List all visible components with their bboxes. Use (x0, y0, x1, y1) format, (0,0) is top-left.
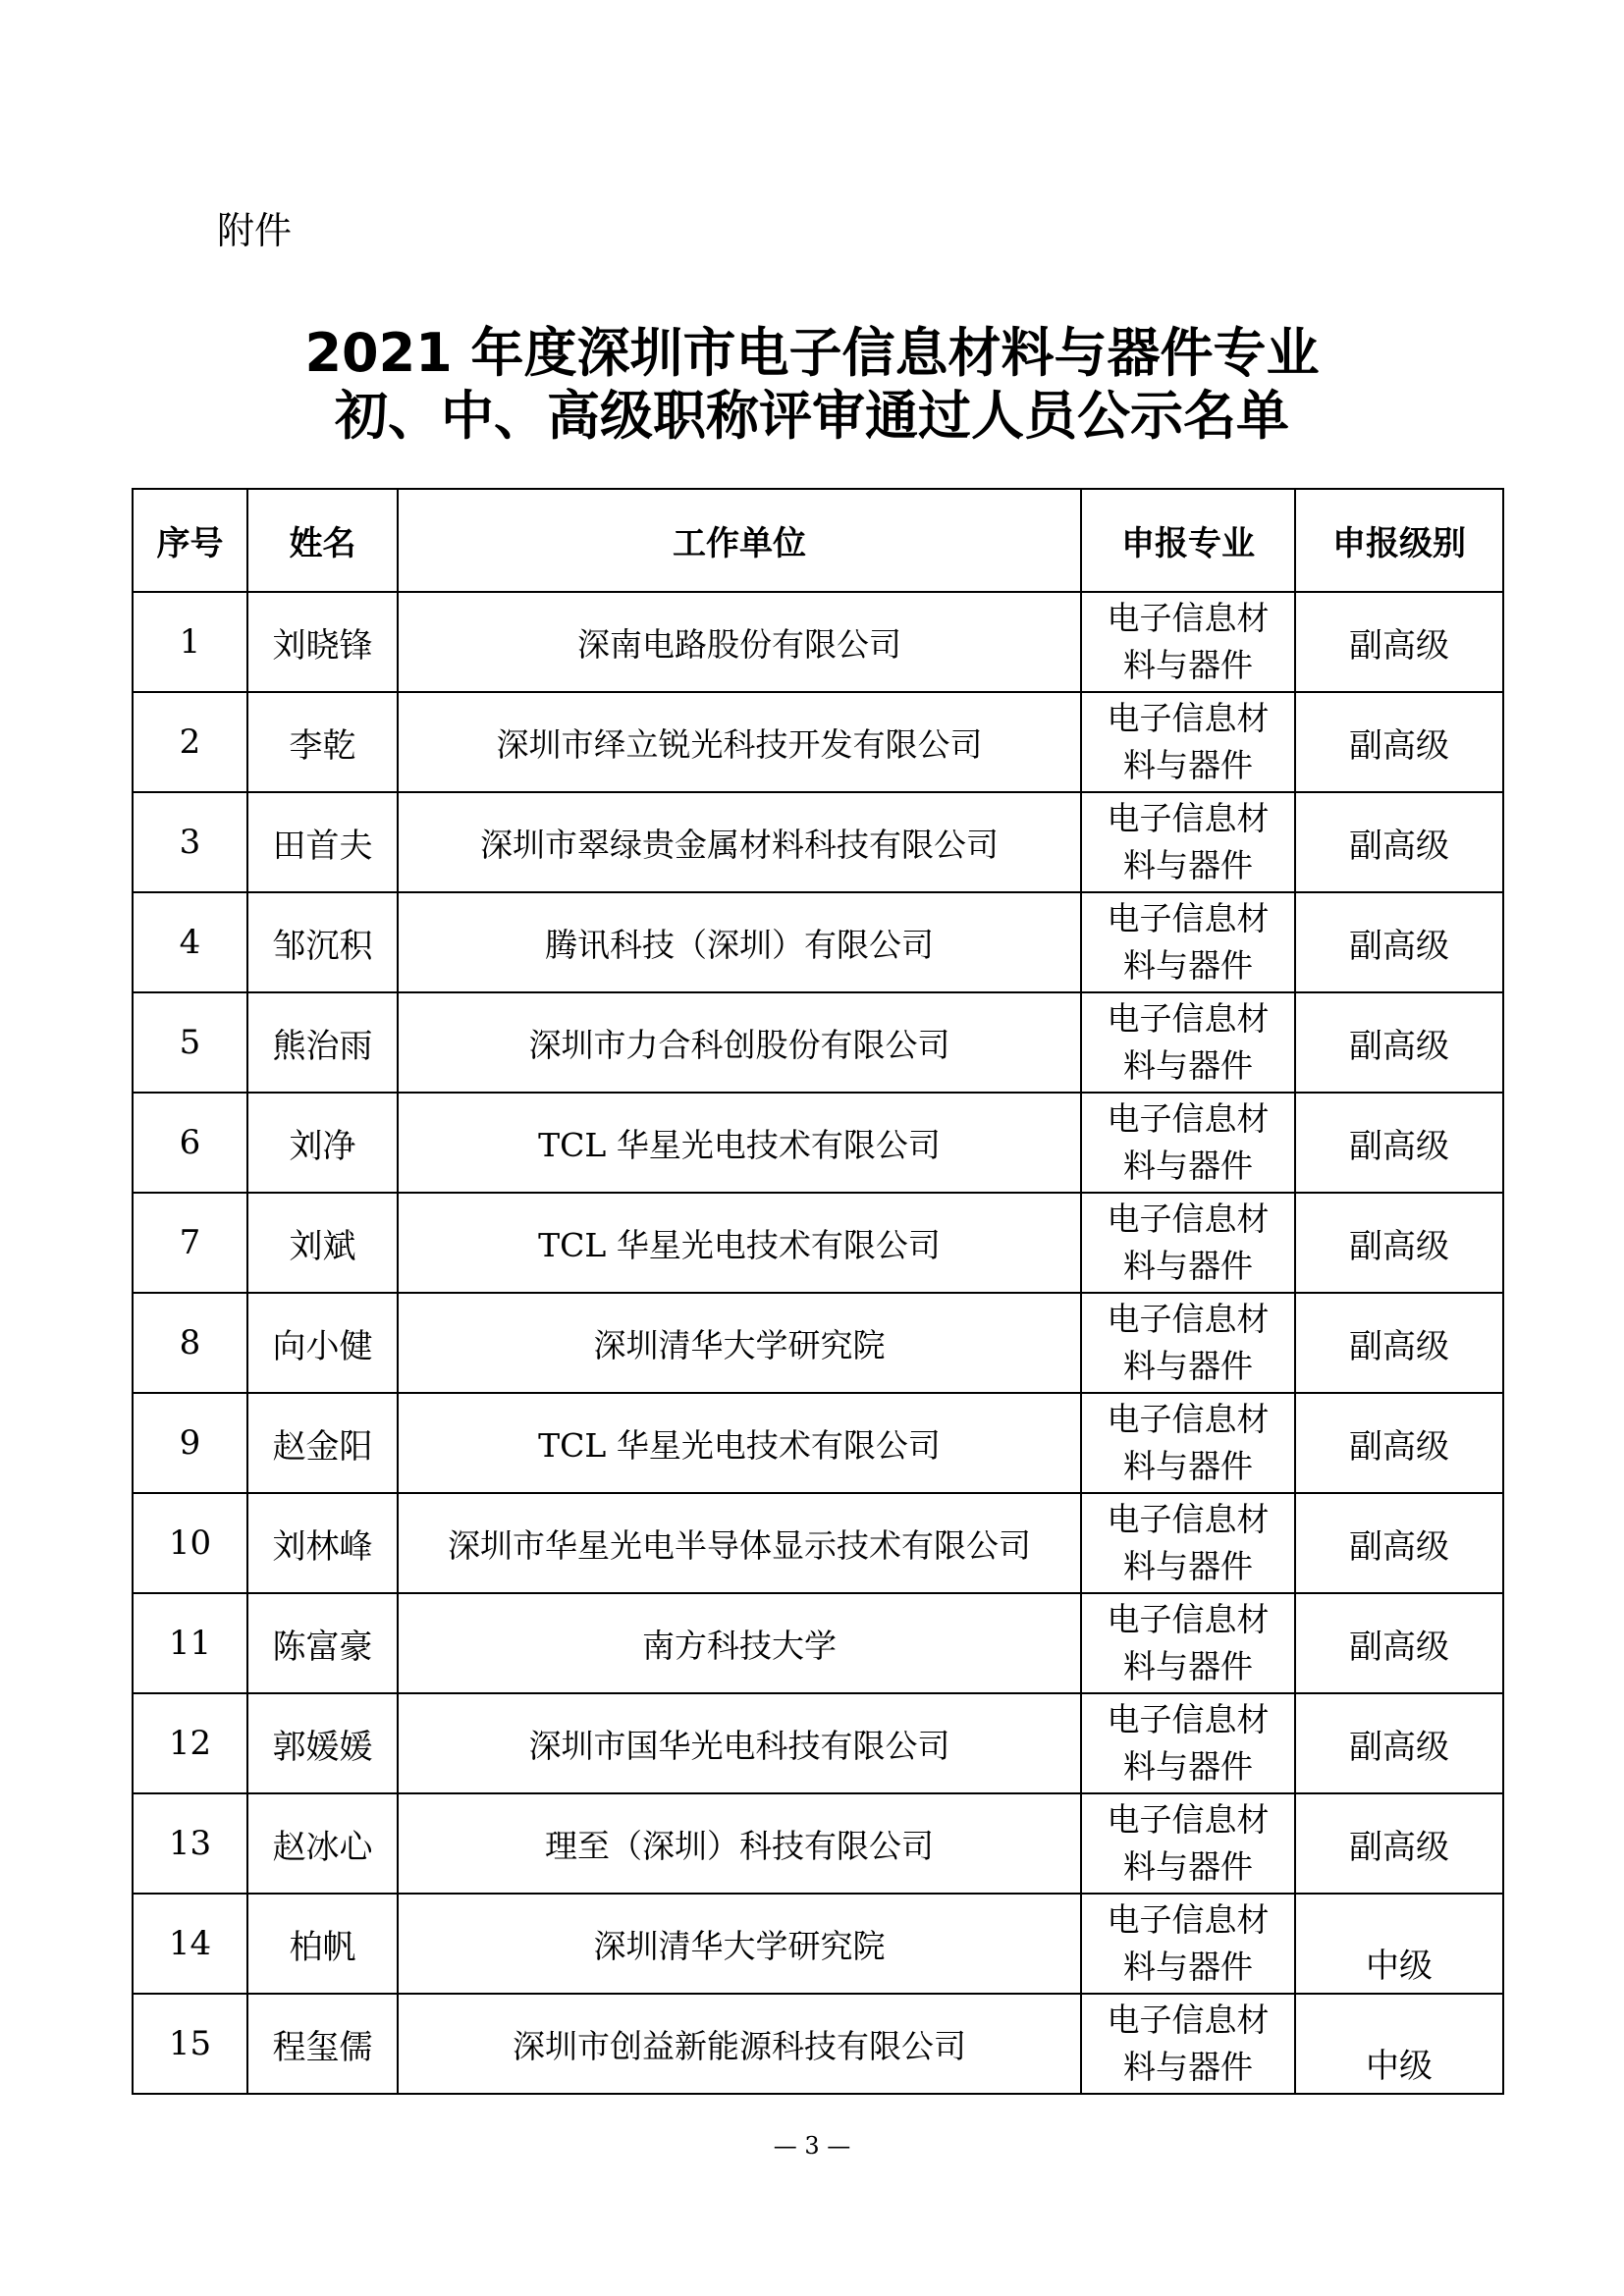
header-level: 申报级别 (1295, 489, 1503, 592)
row-specialty-line-2: 料与器件 (1123, 1347, 1253, 1385)
attachment-label: 附件 (217, 209, 293, 252)
row-serial-no: 2 (133, 692, 247, 792)
row-specialty-line-1: 电子信息材 (1107, 899, 1270, 937)
row-specialty-line-2: 料与器件 (1123, 1147, 1253, 1185)
row-level: 副高级 (1295, 1093, 1503, 1193)
row-specialty-line-2: 料与器件 (1123, 646, 1253, 684)
row-employer: 理至（深圳）科技有限公司 (398, 1793, 1081, 1894)
row-specialty (1081, 1793, 1295, 1894)
row-level: 副高级 (1295, 892, 1503, 992)
row-level: 副高级 (1295, 1593, 1503, 1693)
table-row (133, 1493, 1503, 1593)
table-row (133, 1093, 1503, 1193)
row-level: 副高级 (1295, 1493, 1503, 1593)
row-name: 程玺儒 (247, 1994, 398, 2094)
row-specialty-line-1: 电子信息材 (1107, 1600, 1270, 1638)
row-serial-no: 1 (133, 592, 247, 692)
page-number: — 3 — (773, 2132, 851, 2160)
row-employer: 深圳清华大学研究院 (398, 1894, 1081, 1994)
row-name: 刘净 (247, 1093, 398, 1193)
row-specialty-line-2: 料与器件 (1123, 1447, 1253, 1485)
row-specialty (1081, 1193, 1295, 1293)
row-name: 田首夫 (247, 792, 398, 892)
row-serial-no: 7 (133, 1193, 247, 1293)
header-specialty: 申报专业 (1081, 489, 1295, 592)
document-title-line-1: 2021 年度深圳市电子信息材料与器件专业 (304, 322, 1320, 384)
table-row (133, 1293, 1503, 1393)
table-row (133, 592, 1503, 692)
table-row (133, 1193, 1503, 1293)
row-employer: TCL 华星光电技术有限公司 (398, 1193, 1081, 1293)
row-employer: 深圳市力合科创股份有限公司 (398, 992, 1081, 1093)
row-serial-no: 6 (133, 1093, 247, 1193)
row-serial-no: 15 (133, 1994, 247, 2094)
row-specialty (1081, 1393, 1295, 1493)
row-level: 副高级 (1295, 592, 1503, 692)
row-serial-no: 5 (133, 992, 247, 1093)
row-specialty (1081, 1693, 1295, 1793)
row-level: 副高级 (1295, 792, 1503, 892)
row-level: 副高级 (1295, 692, 1503, 792)
row-specialty-line-1: 电子信息材 (1107, 1500, 1270, 1538)
row-employer: TCL 华星光电技术有限公司 (398, 1393, 1081, 1493)
approved-personnel-table (132, 488, 1504, 2095)
row-specialty-line-1: 电子信息材 (1107, 1800, 1270, 1839)
row-specialty-line-1: 电子信息材 (1107, 1400, 1270, 1438)
row-specialty-line-1: 电子信息材 (1107, 1700, 1270, 1738)
row-serial-no: 4 (133, 892, 247, 992)
row-specialty-line-2: 料与器件 (1123, 1046, 1253, 1085)
row-level: 中级 (1295, 1894, 1503, 1994)
table-row (133, 792, 1503, 892)
row-specialty-line-1: 电子信息材 (1107, 2001, 1270, 2039)
row-name: 李乾 (247, 692, 398, 792)
table-row (133, 1793, 1503, 1894)
row-serial-no: 13 (133, 1793, 247, 1894)
table-row (133, 1693, 1503, 1793)
row-serial-no: 11 (133, 1593, 247, 1693)
row-name: 郭媛媛 (247, 1693, 398, 1793)
table-row (133, 1393, 1503, 1493)
row-employer: TCL 华星光电技术有限公司 (398, 1093, 1081, 1193)
table-body (133, 592, 1503, 2094)
row-specialty (1081, 792, 1295, 892)
row-specialty-line-1: 电子信息材 (1107, 1099, 1270, 1138)
row-serial-no: 10 (133, 1493, 247, 1593)
row-specialty-line-2: 料与器件 (1123, 1747, 1253, 1786)
row-name: 柏帆 (247, 1894, 398, 1994)
row-specialty-line-2: 料与器件 (1123, 946, 1253, 985)
row-serial-no: 12 (133, 1693, 247, 1793)
row-employer: 深圳市创益新能源科技有限公司 (398, 1994, 1081, 2094)
row-specialty (1081, 1293, 1295, 1393)
row-employer: 深南电路股份有限公司 (398, 592, 1081, 692)
row-specialty-line-2: 料与器件 (1123, 1847, 1253, 1886)
row-name: 向小健 (247, 1293, 398, 1393)
row-serial-no: 8 (133, 1293, 247, 1393)
row-specialty-line-1: 电子信息材 (1107, 799, 1270, 837)
row-specialty-line-1: 电子信息材 (1107, 699, 1270, 737)
row-specialty-line-1: 电子信息材 (1107, 1200, 1270, 1238)
row-name: 刘林峰 (247, 1493, 398, 1593)
row-name: 刘斌 (247, 1193, 398, 1293)
row-level: 副高级 (1295, 1693, 1503, 1793)
row-specialty (1081, 692, 1295, 792)
row-employer: 深圳市绎立锐光科技开发有限公司 (398, 692, 1081, 792)
row-level: 副高级 (1295, 1293, 1503, 1393)
row-specialty (1081, 892, 1295, 992)
header-serial-no: 序号 (133, 489, 247, 592)
row-employer: 腾讯科技（深圳）有限公司 (398, 892, 1081, 992)
row-name: 赵金阳 (247, 1393, 398, 1493)
table-row (133, 692, 1503, 792)
row-employer: 深圳清华大学研究院 (398, 1293, 1081, 1393)
row-specialty (1081, 1994, 1295, 2094)
row-specialty-line-2: 料与器件 (1123, 1647, 1253, 1685)
row-name: 邹沉积 (247, 892, 398, 992)
table-row (133, 992, 1503, 1093)
row-level: 副高级 (1295, 1793, 1503, 1894)
row-specialty (1081, 1593, 1295, 1693)
row-level: 副高级 (1295, 1193, 1503, 1293)
row-employer: 深圳市华星光电半导体显示技术有限公司 (398, 1493, 1081, 1593)
row-specialty-line-2: 料与器件 (1123, 1547, 1253, 1585)
row-specialty (1081, 1493, 1295, 1593)
header-employer: 工作单位 (398, 489, 1081, 592)
row-name: 陈富豪 (247, 1593, 398, 1693)
row-specialty-line-2: 料与器件 (1123, 1948, 1253, 1986)
row-specialty-line-2: 料与器件 (1123, 846, 1253, 884)
row-employer: 南方科技大学 (398, 1593, 1081, 1693)
row-level: 副高级 (1295, 1393, 1503, 1493)
row-specialty (1081, 1894, 1295, 1994)
document-title-line-2: 初、中、高级职称评审通过人员公示名单 (335, 385, 1289, 447)
row-specialty (1081, 992, 1295, 1093)
table-row (133, 1894, 1503, 1994)
row-serial-no: 14 (133, 1894, 247, 1994)
row-specialty-line-2: 料与器件 (1123, 746, 1253, 784)
row-name: 赵冰心 (247, 1793, 398, 1894)
row-specialty-line-1: 电子信息材 (1107, 599, 1270, 637)
header-name: 姓名 (247, 489, 398, 592)
table-header-row (133, 489, 1503, 592)
row-specialty-line-2: 料与器件 (1123, 2048, 1253, 2086)
row-specialty-line-1: 电子信息材 (1107, 999, 1270, 1038)
row-specialty-line-1: 电子信息材 (1107, 1300, 1270, 1338)
row-serial-no: 3 (133, 792, 247, 892)
row-specialty (1081, 592, 1295, 692)
row-level: 副高级 (1295, 992, 1503, 1093)
row-name: 刘晓锋 (247, 592, 398, 692)
table-row (133, 1994, 1503, 2094)
row-employer: 深圳市翠绿贵金属材料科技有限公司 (398, 792, 1081, 892)
row-specialty-line-2: 料与器件 (1123, 1247, 1253, 1285)
row-level: 中级 (1295, 1994, 1503, 2094)
row-employer: 深圳市国华光电科技有限公司 (398, 1693, 1081, 1793)
table-row (133, 892, 1503, 992)
row-serial-no: 9 (133, 1393, 247, 1493)
row-specialty (1081, 1093, 1295, 1193)
row-name: 熊治雨 (247, 992, 398, 1093)
row-specialty-line-1: 电子信息材 (1107, 1900, 1270, 1939)
table-row (133, 1593, 1503, 1693)
